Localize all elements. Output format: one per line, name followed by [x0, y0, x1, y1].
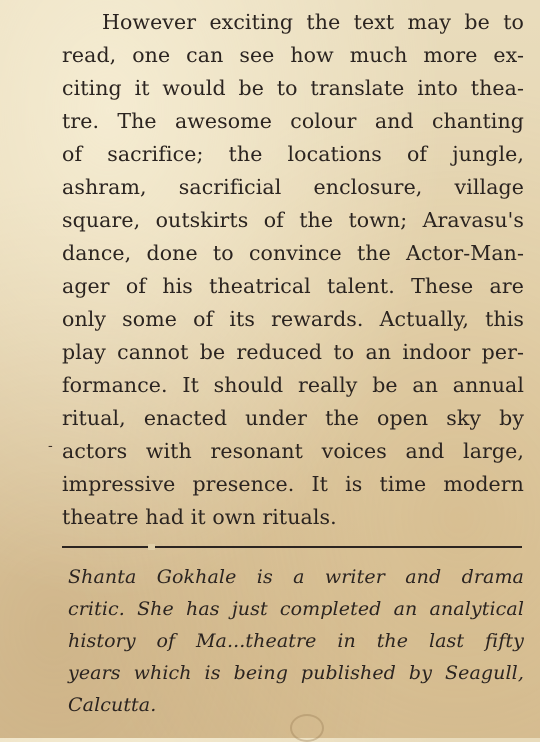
article-line: actors with resonant voices and large,	[62, 439, 524, 463]
article-line: of sacrifice; the locations of jungle,	[62, 142, 524, 166]
article-line: play cannot be reduced to an indoor per-	[62, 340, 524, 364]
article-line: impressive presence. It is time modern	[62, 472, 524, 496]
article-line: citing it would be to translate into thea-	[62, 76, 524, 100]
article-line: ager of his theatrical talent. These are	[62, 274, 524, 298]
article-line: ritual, enacted under the open sky by	[62, 406, 524, 430]
article-line: ashram, sacrificial enclosure, village	[62, 175, 524, 199]
divider-gap	[148, 544, 155, 550]
article-line: read, one can see how much more ex-	[62, 43, 524, 67]
article-line: dance, done to convince the Actor-Man-	[62, 241, 524, 265]
article-body	[62, 6, 524, 534]
article-line: tre. The awesome colour and chanting	[62, 109, 524, 133]
bio-line: Shanta Gokhale is a writer and drama	[68, 566, 524, 588]
article-line: theatre had it own rituals.	[62, 505, 337, 529]
bio-line: Calcutta.	[68, 694, 157, 716]
bio-line: years which is being published by Seagull,	[68, 662, 524, 684]
bio-line: critic. She has just completed an analytical	[68, 598, 524, 620]
section-divider	[62, 546, 522, 548]
article-line: only some of its rewards. Actually, this	[62, 307, 524, 331]
author-bio	[68, 561, 524, 721]
article-line: formance. It should really be an annual	[62, 373, 524, 397]
bio-line: history of Ma...theatre in the last fifty	[68, 630, 524, 652]
margin-mark: -	[48, 438, 53, 454]
article-line: square, outskirts of the town; Aravasu's	[62, 208, 524, 232]
article-line: However exciting the text may be to	[102, 10, 524, 34]
